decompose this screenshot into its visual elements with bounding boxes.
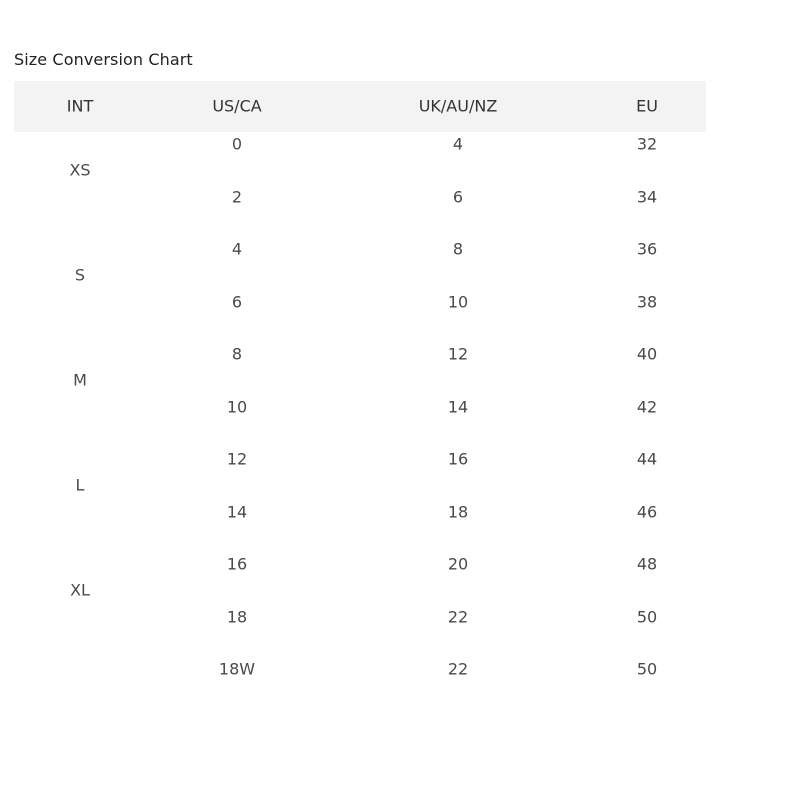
cell-eu: 34: [636, 187, 658, 206]
cell-eu: 46: [636, 502, 658, 521]
cell-uk-au-nz: 16: [447, 449, 469, 469]
cell-uk-au-nz: 22: [447, 659, 469, 679]
cell-uk-au-nz: 8: [452, 239, 464, 259]
header-int: INT: [66, 96, 94, 116]
cell-uk-au-nz: 22: [447, 607, 469, 626]
cell-uk-au-nz: 4: [452, 134, 464, 154]
cell-eu: 48: [636, 554, 658, 574]
cell-eu: 50: [636, 607, 658, 626]
table-header-band: [14, 81, 706, 132]
cell-us-ca: 16: [226, 554, 248, 574]
int-size-label: XL: [70, 580, 90, 600]
int-size-label: XS: [69, 160, 91, 180]
cell-eu: 44: [636, 449, 658, 469]
cell-uk-au-nz: 18: [447, 502, 469, 521]
header-eu: EU: [636, 96, 658, 116]
cell-eu: 38: [636, 292, 658, 311]
chart-title: Size Conversion Chart: [14, 50, 193, 69]
cell-us-ca: 18W: [218, 659, 256, 679]
cell-eu: 32: [636, 134, 658, 154]
cell-uk-au-nz: 20: [447, 554, 469, 574]
header-uk-au-nz: UK/AU/NZ: [418, 96, 498, 116]
cell-us-ca: 4: [231, 239, 243, 259]
cell-us-ca: 14: [226, 502, 248, 521]
cell-us-ca: 0: [231, 134, 243, 154]
cell-eu: 36: [636, 239, 658, 259]
cell-uk-au-nz: 14: [447, 397, 469, 416]
cell-us-ca: 8: [231, 344, 243, 364]
header-us-ca: US/CA: [212, 96, 262, 116]
cell-us-ca: 18: [226, 607, 248, 626]
cell-uk-au-nz: 10: [447, 292, 469, 311]
int-size-label: M: [73, 370, 87, 390]
cell-eu: 50: [636, 659, 658, 679]
cell-us-ca: 10: [226, 397, 248, 416]
int-size-label: L: [75, 475, 85, 495]
cell-eu: 40: [636, 344, 658, 364]
cell-uk-au-nz: 6: [452, 187, 464, 206]
cell-uk-au-nz: 12: [447, 344, 469, 364]
cell-eu: 42: [636, 397, 658, 416]
cell-us-ca: 6: [231, 292, 243, 311]
cell-us-ca: 2: [231, 187, 243, 206]
cell-us-ca: 12: [226, 449, 248, 469]
int-size-label: S: [74, 265, 86, 285]
